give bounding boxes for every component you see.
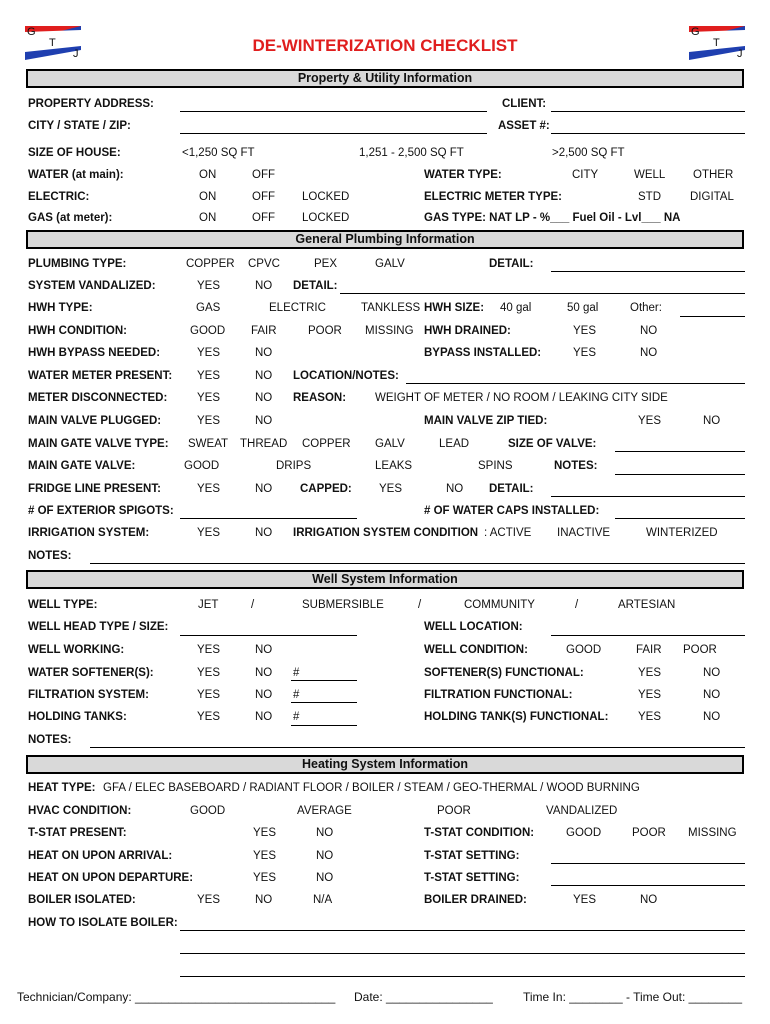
option-well-jet[interactable]: JET bbox=[198, 599, 219, 611]
label-hwh-bypass-needed: HWH BYPASS NEEDED: bbox=[28, 347, 161, 359]
separator-slash: / bbox=[575, 599, 579, 611]
option-gate-good[interactable]: GOOD bbox=[184, 460, 220, 472]
option-zip-tied-no[interactable]: NO bbox=[703, 415, 721, 427]
section-plumbing-header: General Plumbing Information bbox=[26, 230, 744, 249]
section-well-header: Well System Information bbox=[26, 570, 744, 589]
label-fridge-line-present: FRIDGE LINE PRESENT: bbox=[28, 483, 161, 495]
label-bypass-installed: BYPASS INSTALLED: bbox=[424, 347, 542, 359]
client-field[interactable] bbox=[551, 111, 745, 112]
option-hvac-vandalized[interactable]: VANDALIZED bbox=[546, 805, 618, 817]
label-system-vandalized: SYSTEM VANDALIZED: bbox=[28, 280, 156, 292]
option-hwh-electric[interactable]: ELECTRIC bbox=[269, 302, 326, 314]
option-departure-yes[interactable]: YES bbox=[253, 872, 277, 884]
option-gate-leaks[interactable]: LEAKS bbox=[375, 460, 413, 472]
option-electric-locked[interactable]: LOCKED bbox=[302, 191, 350, 203]
plumbing-notes-field[interactable] bbox=[90, 563, 745, 564]
label-main-gate-valve: MAIN GATE VALVE: bbox=[28, 460, 136, 472]
option-hwh-poor[interactable]: POOR bbox=[308, 325, 342, 337]
label-location-notes: LOCATION/NOTES: bbox=[293, 370, 399, 382]
well-head-field[interactable] bbox=[180, 635, 357, 636]
option-filt-func-yes[interactable]: YES bbox=[638, 689, 662, 701]
tstat-setting-1-field[interactable] bbox=[551, 863, 745, 864]
label-electric-meter-type: ELECTRIC METER TYPE: bbox=[424, 191, 563, 203]
option-water-well[interactable]: WELL bbox=[634, 169, 666, 181]
fridge-detail-field[interactable] bbox=[551, 496, 745, 497]
option-working-yes[interactable]: YES bbox=[197, 644, 221, 656]
tanks-count-field[interactable] bbox=[291, 725, 357, 726]
label-heat-on-arrival: HEAT ON UPON ARRIVAL: bbox=[28, 850, 173, 862]
hwh-other-field[interactable] bbox=[680, 316, 745, 317]
label-asset: ASSET #: bbox=[498, 120, 550, 132]
logo-letter-t: T bbox=[49, 37, 56, 49]
label-property-address: PROPERTY ADDRESS: bbox=[28, 98, 154, 110]
logo-letter-g: G bbox=[691, 26, 700, 38]
option-fridge-yes[interactable]: YES bbox=[197, 483, 221, 495]
option-size-large[interactable]: >2,500 SQ FT bbox=[552, 147, 625, 159]
label-softener-count: # bbox=[293, 667, 300, 679]
option-bypass-no[interactable]: NO bbox=[255, 347, 273, 359]
option-valve-galv[interactable]: GALV bbox=[375, 438, 405, 450]
option-sweat[interactable]: SWEAT bbox=[188, 438, 229, 450]
option-capped-yes[interactable]: YES bbox=[379, 483, 403, 495]
option-size-small[interactable]: <1,250 SQ FT bbox=[182, 147, 255, 159]
label-holding-tanks: HOLDING TANKS: bbox=[28, 711, 127, 723]
option-water-other[interactable]: OTHER bbox=[693, 169, 734, 181]
label-well-notes: NOTES: bbox=[28, 734, 72, 746]
logo-letter-j: J bbox=[737, 48, 743, 60]
asset-field[interactable] bbox=[551, 133, 745, 134]
label-meter-disconnected: METER DISCONNECTED: bbox=[28, 392, 168, 404]
label-heat-on-departure: HEAT ON UPON DEPARTURE: bbox=[28, 872, 194, 884]
option-hwh-fair[interactable]: FAIR bbox=[251, 325, 277, 337]
option-gas-locked[interactable]: LOCKED bbox=[302, 212, 350, 224]
option-softener-yes[interactable]: YES bbox=[197, 667, 221, 679]
size-of-valve-field[interactable] bbox=[615, 451, 745, 452]
option-gate-spins[interactable]: SPINS bbox=[478, 460, 513, 472]
isolate-boiler-line-3[interactable] bbox=[180, 976, 745, 977]
label-well-type: WELL TYPE: bbox=[28, 599, 98, 611]
label-heat-type: HEAT TYPE: bbox=[28, 782, 96, 794]
label-water-softeners: WATER SOFTENER(S): bbox=[28, 667, 154, 679]
option-boiler-drained-no[interactable]: NO bbox=[640, 894, 658, 906]
option-isolated-yes[interactable]: YES bbox=[197, 894, 221, 906]
option-boiler-drained-yes[interactable]: YES bbox=[573, 894, 597, 906]
option-tstat-yes[interactable]: YES bbox=[253, 827, 277, 839]
option-well-community[interactable]: COMMUNITY bbox=[464, 599, 535, 611]
label-gate-notes: NOTES: bbox=[554, 460, 598, 472]
gate-notes-field[interactable] bbox=[615, 474, 745, 475]
option-hwh-tankless[interactable]: TANKLESS bbox=[361, 302, 421, 314]
label-boiler-drained: BOILER DRAINED: bbox=[424, 894, 527, 906]
option-meter-present-yes[interactable]: YES bbox=[197, 370, 221, 382]
technician-company-field[interactable]: Technician/Company: ______________________________ bbox=[17, 990, 336, 1004]
plumbing-detail-field[interactable] bbox=[551, 271, 745, 272]
option-tanks-func-yes[interactable]: YES bbox=[638, 711, 662, 723]
label-vandalized-detail: DETAIL: bbox=[293, 280, 338, 292]
label-plumbing-type: PLUMBING TYPE: bbox=[28, 258, 127, 270]
option-gate-drips[interactable]: DRIPS bbox=[276, 460, 312, 472]
option-copper[interactable]: COPPER bbox=[186, 258, 235, 270]
option-hwh-gas[interactable]: GAS bbox=[196, 302, 221, 314]
option-hvac-average[interactable]: AVERAGE bbox=[297, 805, 352, 817]
option-hvac-good[interactable]: GOOD bbox=[190, 805, 226, 817]
location-notes-field[interactable] bbox=[406, 383, 745, 384]
option-hwh-missing[interactable]: MISSING bbox=[365, 325, 414, 337]
option-disconnected-no[interactable]: NO bbox=[255, 392, 273, 404]
label-plumbing-detail: DETAIL: bbox=[489, 258, 534, 270]
option-valve-lead[interactable]: LEAD bbox=[439, 438, 470, 450]
page-title: DE-WINTERIZATION CHECKLIST bbox=[252, 36, 518, 55]
property-address-field[interactable] bbox=[180, 111, 487, 112]
label-well-location: WELL LOCATION: bbox=[424, 621, 523, 633]
reason-options[interactable]: WEIGHT OF METER / NO ROOM / LEAKING CITY SIDE bbox=[375, 392, 668, 404]
option-gas-off[interactable]: OFF bbox=[252, 212, 275, 224]
label-hvac-condition: HVAC CONDITION: bbox=[28, 805, 132, 817]
label-electric: ELECTRIC: bbox=[28, 191, 90, 203]
option-isolated-na[interactable]: N/A bbox=[313, 894, 333, 906]
option-filtration-no[interactable]: NO bbox=[255, 689, 273, 701]
section-property-header: Property & Utility Information bbox=[26, 69, 744, 88]
isolate-boiler-line-2[interactable] bbox=[180, 953, 745, 954]
label-gas-type: GAS TYPE: NAT LP - %___ Fuel Oil - Lvl___ NA bbox=[424, 212, 681, 224]
option-meter-present-no[interactable]: NO bbox=[255, 370, 273, 382]
option-irrigation-active[interactable]: : ACTIVE bbox=[484, 527, 532, 539]
label-softeners-functional: SOFTENER(S) FUNCTIONAL: bbox=[424, 667, 584, 679]
option-vandalized-yes[interactable]: YES bbox=[197, 280, 221, 292]
option-disconnected-yes[interactable]: YES bbox=[197, 392, 221, 404]
label-client: CLIENT: bbox=[502, 98, 547, 110]
label-main-gate-valve-type: MAIN GATE VALVE TYPE: bbox=[28, 438, 169, 450]
option-water-city[interactable]: CITY bbox=[572, 169, 599, 181]
label-tstat-present: T-STAT PRESENT: bbox=[28, 827, 127, 839]
option-cpvc[interactable]: CPVC bbox=[248, 258, 280, 270]
option-soft-func-no[interactable]: NO bbox=[703, 667, 721, 679]
option-drained-yes[interactable]: YES bbox=[573, 325, 597, 337]
label-tanks-count: # bbox=[293, 711, 300, 723]
label-gas-meter: GAS (at meter): bbox=[28, 212, 113, 224]
label-hwh-condition: HWH CONDITION: bbox=[28, 325, 128, 337]
label-size-of-house: SIZE OF HOUSE: bbox=[28, 147, 121, 159]
label-well-working: WELL WORKING: bbox=[28, 644, 125, 656]
option-well-poor[interactable]: POOR bbox=[683, 644, 717, 656]
option-working-no[interactable]: NO bbox=[255, 644, 273, 656]
label-hwh-type: HWH TYPE: bbox=[28, 302, 93, 314]
label-tstat-setting-1: T-STAT SETTING: bbox=[424, 850, 520, 862]
option-tstat-no[interactable]: NO bbox=[316, 827, 334, 839]
option-hwh-good[interactable]: GOOD bbox=[190, 325, 226, 337]
label-water-main: WATER (at main): bbox=[28, 169, 124, 181]
label-capped: CAPPED: bbox=[300, 483, 352, 495]
date-field[interactable]: Date: ________________ bbox=[354, 990, 493, 1004]
option-gas-on[interactable]: ON bbox=[199, 212, 217, 224]
option-water-off[interactable]: OFF bbox=[252, 169, 275, 181]
label-fridge-detail: DETAIL: bbox=[489, 483, 534, 495]
option-electric-off[interactable]: OFF bbox=[252, 191, 275, 203]
option-tanks-func-no[interactable]: NO bbox=[703, 711, 721, 723]
option-pex[interactable]: PEX bbox=[314, 258, 338, 270]
option-arrival-no[interactable]: NO bbox=[316, 850, 334, 862]
label-tstat-condition: T-STAT CONDITION: bbox=[424, 827, 535, 839]
label-city-state-zip: CITY / STATE / ZIP: bbox=[28, 120, 131, 132]
label-hwh-size: HWH SIZE: bbox=[424, 302, 485, 314]
vandalized-detail-field[interactable] bbox=[340, 293, 745, 294]
exterior-spigots-field[interactable] bbox=[180, 518, 357, 519]
water-caps-field[interactable] bbox=[615, 518, 745, 519]
label-reason: REASON: bbox=[293, 392, 347, 404]
label-hwh-drained: HWH DRAINED: bbox=[424, 325, 511, 337]
option-water-on[interactable]: ON bbox=[199, 169, 217, 181]
label-main-valve-plugged: MAIN VALVE PLUGGED: bbox=[28, 415, 162, 427]
softener-count-field[interactable] bbox=[291, 680, 357, 681]
logo-letter-j: J bbox=[73, 48, 79, 60]
label-filtration-count: # bbox=[293, 689, 300, 701]
label-water-type: WATER TYPE: bbox=[424, 169, 502, 181]
option-thread[interactable]: THREAD bbox=[240, 438, 288, 450]
option-plugged-no[interactable]: NO bbox=[255, 415, 273, 427]
option-plugged-yes[interactable]: YES bbox=[197, 415, 221, 427]
logo-letter-g: G bbox=[27, 26, 36, 38]
option-well-fair[interactable]: FAIR bbox=[636, 644, 662, 656]
option-irrigation-yes[interactable]: YES bbox=[197, 527, 221, 539]
option-50-gal[interactable]: 50 gal bbox=[567, 302, 599, 314]
option-size-medium[interactable]: 1,251 - 2,500 SQ FT bbox=[359, 147, 464, 159]
option-filt-func-no[interactable]: NO bbox=[703, 689, 721, 701]
option-irrigation-no[interactable]: NO bbox=[255, 527, 273, 539]
option-softener-no[interactable]: NO bbox=[255, 667, 273, 679]
option-filtration-yes[interactable]: YES bbox=[197, 689, 221, 701]
label-main-valve-zip-tied: MAIN VALVE ZIP TIED: bbox=[424, 415, 548, 427]
well-location-field[interactable] bbox=[551, 635, 745, 636]
tstat-setting-2-field[interactable] bbox=[551, 885, 745, 886]
option-bypass-yes[interactable]: YES bbox=[197, 347, 221, 359]
label-boiler-isolated: BOILER ISOLATED: bbox=[28, 894, 136, 906]
option-drained-no[interactable]: NO bbox=[640, 325, 658, 337]
option-meter-digital[interactable]: DIGITAL bbox=[690, 191, 734, 203]
label-well-condition: WELL CONDITION: bbox=[424, 644, 528, 656]
option-isolated-no[interactable]: NO bbox=[255, 894, 273, 906]
heat-type-options[interactable]: GFA / ELEC BASEBOARD / RADIANT FLOOR / BOILER / STEAM / GEO-THERMAL / WOOD BURNING bbox=[103, 782, 640, 794]
label-size-of-valve: SIZE OF VALVE: bbox=[508, 438, 597, 450]
option-irrigation-winterized[interactable]: WINTERIZED bbox=[646, 527, 718, 539]
label-irrigation-system: IRRIGATION SYSTEM: bbox=[28, 527, 150, 539]
label-tstat-setting-2: T-STAT SETTING: bbox=[424, 872, 520, 884]
option-tstat-missing[interactable]: MISSING bbox=[688, 827, 737, 839]
option-zip-tied-yes[interactable]: YES bbox=[638, 415, 662, 427]
label-water-meter-present: WATER METER PRESENT: bbox=[28, 370, 173, 382]
option-well-submersible[interactable]: SUBMERSIBLE bbox=[302, 599, 384, 611]
option-vandalized-no[interactable]: NO bbox=[255, 280, 273, 292]
label-hwh-other: Other: bbox=[630, 302, 662, 314]
option-well-good[interactable]: GOOD bbox=[566, 644, 602, 656]
option-meter-std[interactable]: STD bbox=[638, 191, 661, 203]
option-valve-copper[interactable]: COPPER bbox=[302, 438, 351, 450]
option-installed-no[interactable]: NO bbox=[640, 347, 658, 359]
option-galv[interactable]: GALV bbox=[375, 258, 405, 270]
label-how-to-isolate-boiler: HOW TO ISOLATE BOILER: bbox=[28, 917, 178, 929]
option-electric-on[interactable]: ON bbox=[199, 191, 217, 203]
option-tanks-no[interactable]: NO bbox=[255, 711, 273, 723]
logo-letter-t: T bbox=[713, 37, 720, 49]
label-water-caps-installed: # OF WATER CAPS INSTALLED: bbox=[424, 505, 600, 517]
separator-slash: / bbox=[251, 599, 255, 611]
section-heating-header: Heating System Information bbox=[26, 755, 744, 774]
option-tanks-yes[interactable]: YES bbox=[197, 711, 221, 723]
option-40-gal[interactable]: 40 gal bbox=[500, 302, 532, 314]
option-well-artesian[interactable]: ARTESIAN bbox=[618, 599, 676, 611]
option-capped-no[interactable]: NO bbox=[446, 483, 464, 495]
label-well-head-type: WELL HEAD TYPE / SIZE: bbox=[28, 621, 169, 633]
option-departure-no[interactable]: NO bbox=[316, 872, 334, 884]
label-plumbing-notes: NOTES: bbox=[28, 550, 72, 562]
label-exterior-spigots: # OF EXTERIOR SPIGOTS: bbox=[28, 505, 174, 517]
option-arrival-yes[interactable]: YES bbox=[253, 850, 277, 862]
option-fridge-no[interactable]: NO bbox=[255, 483, 273, 495]
option-installed-yes[interactable]: YES bbox=[573, 347, 597, 359]
label-filtration-system: FILTRATION SYSTEM: bbox=[28, 689, 149, 701]
well-notes-field[interactable] bbox=[90, 747, 745, 748]
option-tstat-good[interactable]: GOOD bbox=[566, 827, 602, 839]
filtration-count-field[interactable] bbox=[291, 702, 357, 703]
option-hvac-poor[interactable]: POOR bbox=[437, 805, 471, 817]
label-holding-tanks-functional: HOLDING TANK(S) FUNCTIONAL: bbox=[424, 711, 609, 723]
option-tstat-poor[interactable]: POOR bbox=[632, 827, 666, 839]
label-irrigation-condition: IRRIGATION SYSTEM CONDITION bbox=[293, 527, 479, 539]
isolate-boiler-line-1[interactable] bbox=[180, 930, 745, 931]
city-state-zip-field[interactable] bbox=[180, 133, 487, 134]
option-irrigation-inactive[interactable]: INACTIVE bbox=[557, 527, 611, 539]
label-filtration-functional: FILTRATION FUNCTIONAL: bbox=[424, 689, 573, 701]
time-in-out-field[interactable]: Time In: ________ - Time Out: ________ bbox=[523, 990, 743, 1004]
separator-slash: / bbox=[418, 599, 422, 611]
option-soft-func-yes[interactable]: YES bbox=[638, 667, 662, 679]
